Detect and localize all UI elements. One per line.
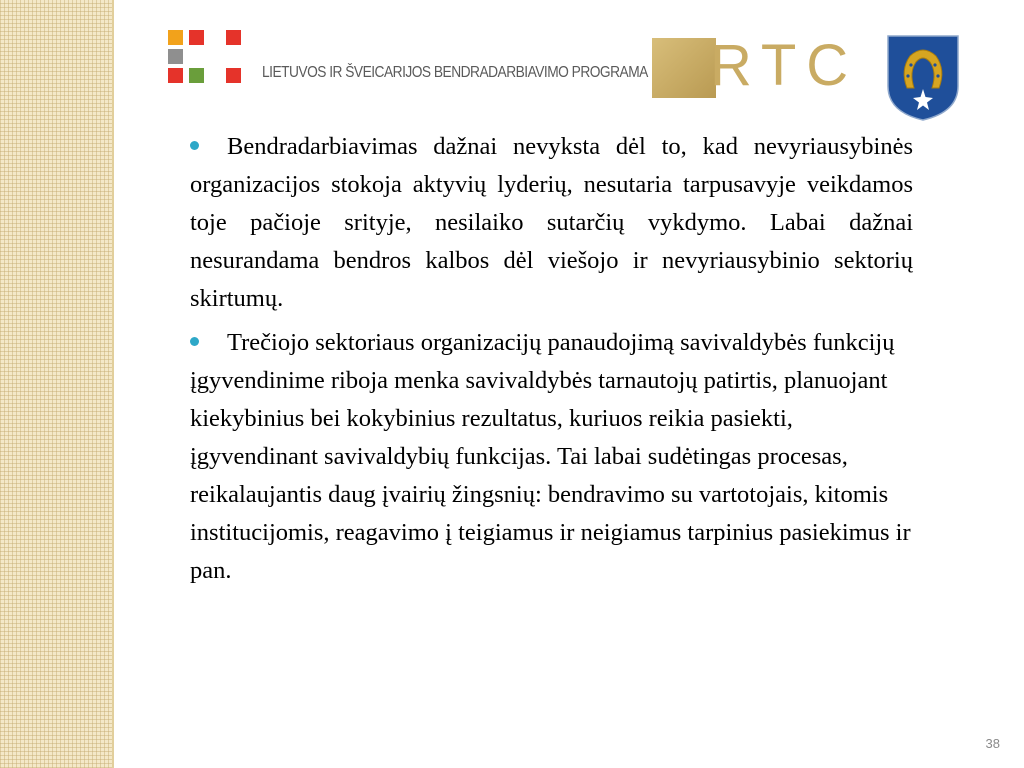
bullet-icon <box>190 141 199 150</box>
side-pattern-edge <box>112 0 114 768</box>
bullet-text: Bendradarbiavimas dažnai nevyksta dėl to, kad nevyriausybinės organizacijos stokoja aktyvių lyderių, nesutaria tarpusavyje veikdamos toje pačioje srityje, nesilaiko sutarčių vykdymo. Labai dažnai nesurandama bendros kalbos dėl viešojo ir nevyriausybinio sektorių skirtumų. <box>190 133 913 312</box>
bullet-paragraph <box>190 128 913 318</box>
irtc-logo-text: RTC <box>710 33 859 98</box>
irtc-logo-box <box>652 38 716 98</box>
logo-square-gray <box>168 49 183 64</box>
program-title: LIETUVOS IR ŠVEICARIJOS BENDRADARBIAVIMO PROGRAMA <box>262 64 648 81</box>
bullet-paragraph <box>190 324 913 590</box>
irtc-logo <box>650 33 859 100</box>
logo-square-red <box>168 68 183 83</box>
slide-content <box>190 128 913 596</box>
logo-square-green <box>189 68 204 83</box>
page-number: 38 <box>985 736 1000 751</box>
logo-square-orange <box>168 30 183 45</box>
coat-of-arms-icon <box>886 34 960 122</box>
logo-square-red <box>189 30 204 45</box>
logo-square-red <box>226 68 241 83</box>
program-logo-squares <box>168 30 243 84</box>
bullet-text: Trečiojo sektoriaus organizacijų panaudojimą savivaldybės funkcijų įgyvendinime riboja menka savivaldybės tarnautojų patirtis, planuojant kiekybinius bei kokybinius rezultatus, kuriuos reikia pasiekti, įgyvendinant savivaldybių funkcijas. Tai labai sudėtingas procesas, reikalaujantis daug įvairių žingsnių: bendravimo su vartotojais, kitomis institucijomis, reagavimo į teigiamus ir neigiamus tarpinius pasiekimus ir pan. <box>190 329 911 584</box>
logo-square-red <box>226 30 241 45</box>
side-pattern-strip <box>0 0 112 768</box>
bullet-icon <box>190 337 199 346</box>
